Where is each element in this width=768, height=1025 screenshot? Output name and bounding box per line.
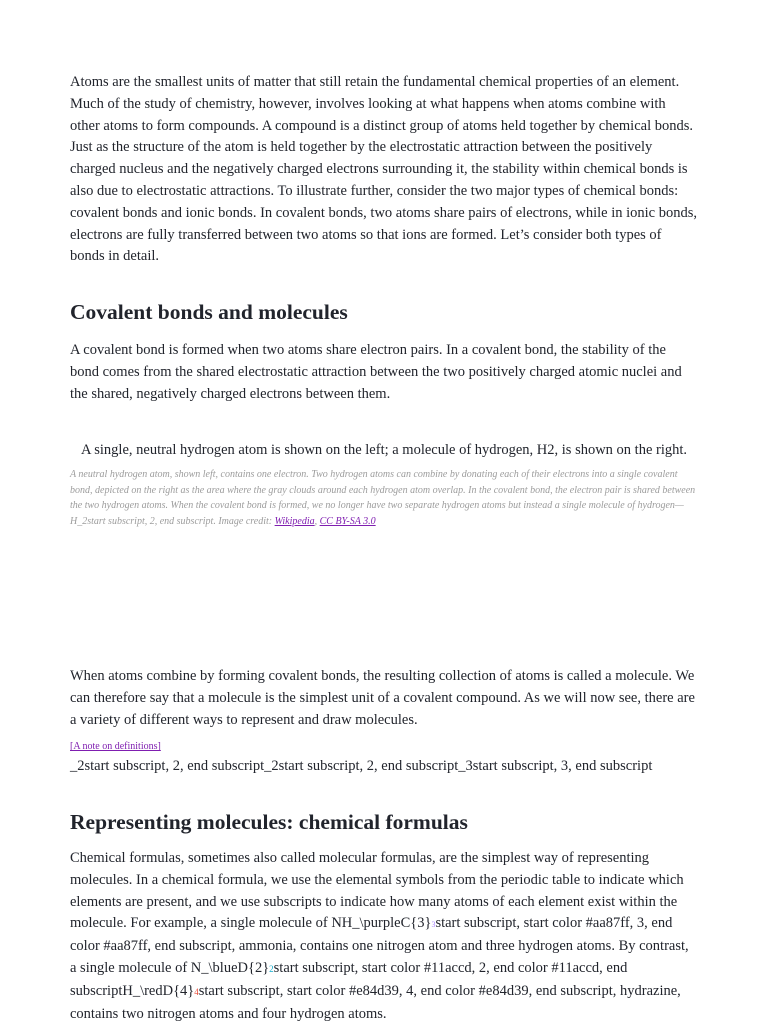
subscript-3-purple: 3 <box>431 920 436 930</box>
chemical-formulas-paragraph <box>70 848 698 1025</box>
formulas-text-part-3: start subscript, start color #11accd, 2, end color #11accd, end subscriptH_\redD{4} <box>70 959 628 999</box>
molecule-paragraph: When atoms combine by forming covalent bonds, the resulting collection of atoms is called a molecule. We can therefore say that a molecule is the simplest unit of a covalent compound. As we will now see, there are a variety of different ways to represent and draw molecules. <box>70 668 695 728</box>
credit-separator: , <box>314 515 320 527</box>
definitions-note-link[interactable]: [A note on definitions] <box>70 741 161 752</box>
wikipedia-credit-link[interactable]: Wikipedia <box>274 515 315 527</box>
subscript-line: _2start subscript, 2, end subscript_2start subscript, 2, end subscript_3start subscript, 3, end subscript <box>70 758 653 774</box>
figure-title: A single, neutral hydrogen atom is shown on the left; a molecule of hydrogen, H2, is shown on the right. <box>80 442 688 458</box>
formulas-text-part-4: start subscript, start color #e84d39, 4, end color #e84d39, end subscript, hydrazine, contains two nitrogen atoms and four hydrogen atoms. <box>70 982 681 1022</box>
formulas-text-part-2: start subscript, start color #aa87ff, 3, end color #aa87ff, end subscript, ammonia, contains one nitrogen atom and three hydrogen atoms. By contrast, a single molecule of N_\blueD{2} <box>70 915 689 976</box>
covalent-bond-paragraph: A covalent bond is formed when two atoms share electron pairs. In a covalent bond, the stability of the bond comes from the shared electrostatic attraction between the two positively charged atomic nuclei and the shared, negatively charged electrons between them. <box>70 342 682 402</box>
formulas-text-part-1: Chemical formulas, sometimes also called molecular formulas, are the simplest way of representing molecules. In a chemical formula, we use the elemental symbols from the periodic table to indicate which elements are present, and we use subscripts to indicate how many atoms of each element exist within the molecule. For example, a single molecule of NH_\purpleC{3} <box>70 850 684 932</box>
intro-paragraph: Atoms are the smallest units of matter that still retain the fundamental chemical properties of an element. Much of the study of chemistry, however, involves looking at what happens when atoms combine with other atoms to form compounds. A compound is a distinct group of atoms held together by chemical bonds. Just as the structure of the atom is held together by the electrostatic attraction between the positively charged nucleus and the negatively charged electrons surrounding it, the stability within chemical bonds is also due to electrostatic attractions. To illustrate further, consider the two major types of chemical bonds: covalent bonds and ionic bonds. In covalent bonds, two atoms share pairs of electrons, while in ionic bonds, electrons are fully transferred between two atoms so that ions are formed. Let’s consider both types of bonds in detail. <box>70 74 697 265</box>
figure-caption-text: A neutral hydrogen atom, shown left, contains one electron. Two hydrogen atoms can combine by donating each of their electrons into a single covalent bond, depicted on the right as the area where the gray clouds around each hydrogen atom overlap. In the covalent bond, the electron pair is shared between the two hydrogen atoms. When the covalent bond is formed, we no longer have two separate hydrogen atoms but instead a single molecule of hydrogen—H_2start subscript, 2, end subscript. Image credit: <box>70 469 696 527</box>
subscript-2-blue: 2 <box>269 963 274 974</box>
license-credit-link[interactable]: CC BY-SA 3.0 <box>319 515 376 527</box>
subscript-4-red: 4 <box>194 986 199 997</box>
section-heading-covalent-bonds: Covalent bonds and molecules <box>70 300 348 324</box>
section-heading-chemical-formulas: Representing molecules: chemical formulas <box>70 810 468 834</box>
figure-caption <box>70 467 698 529</box>
